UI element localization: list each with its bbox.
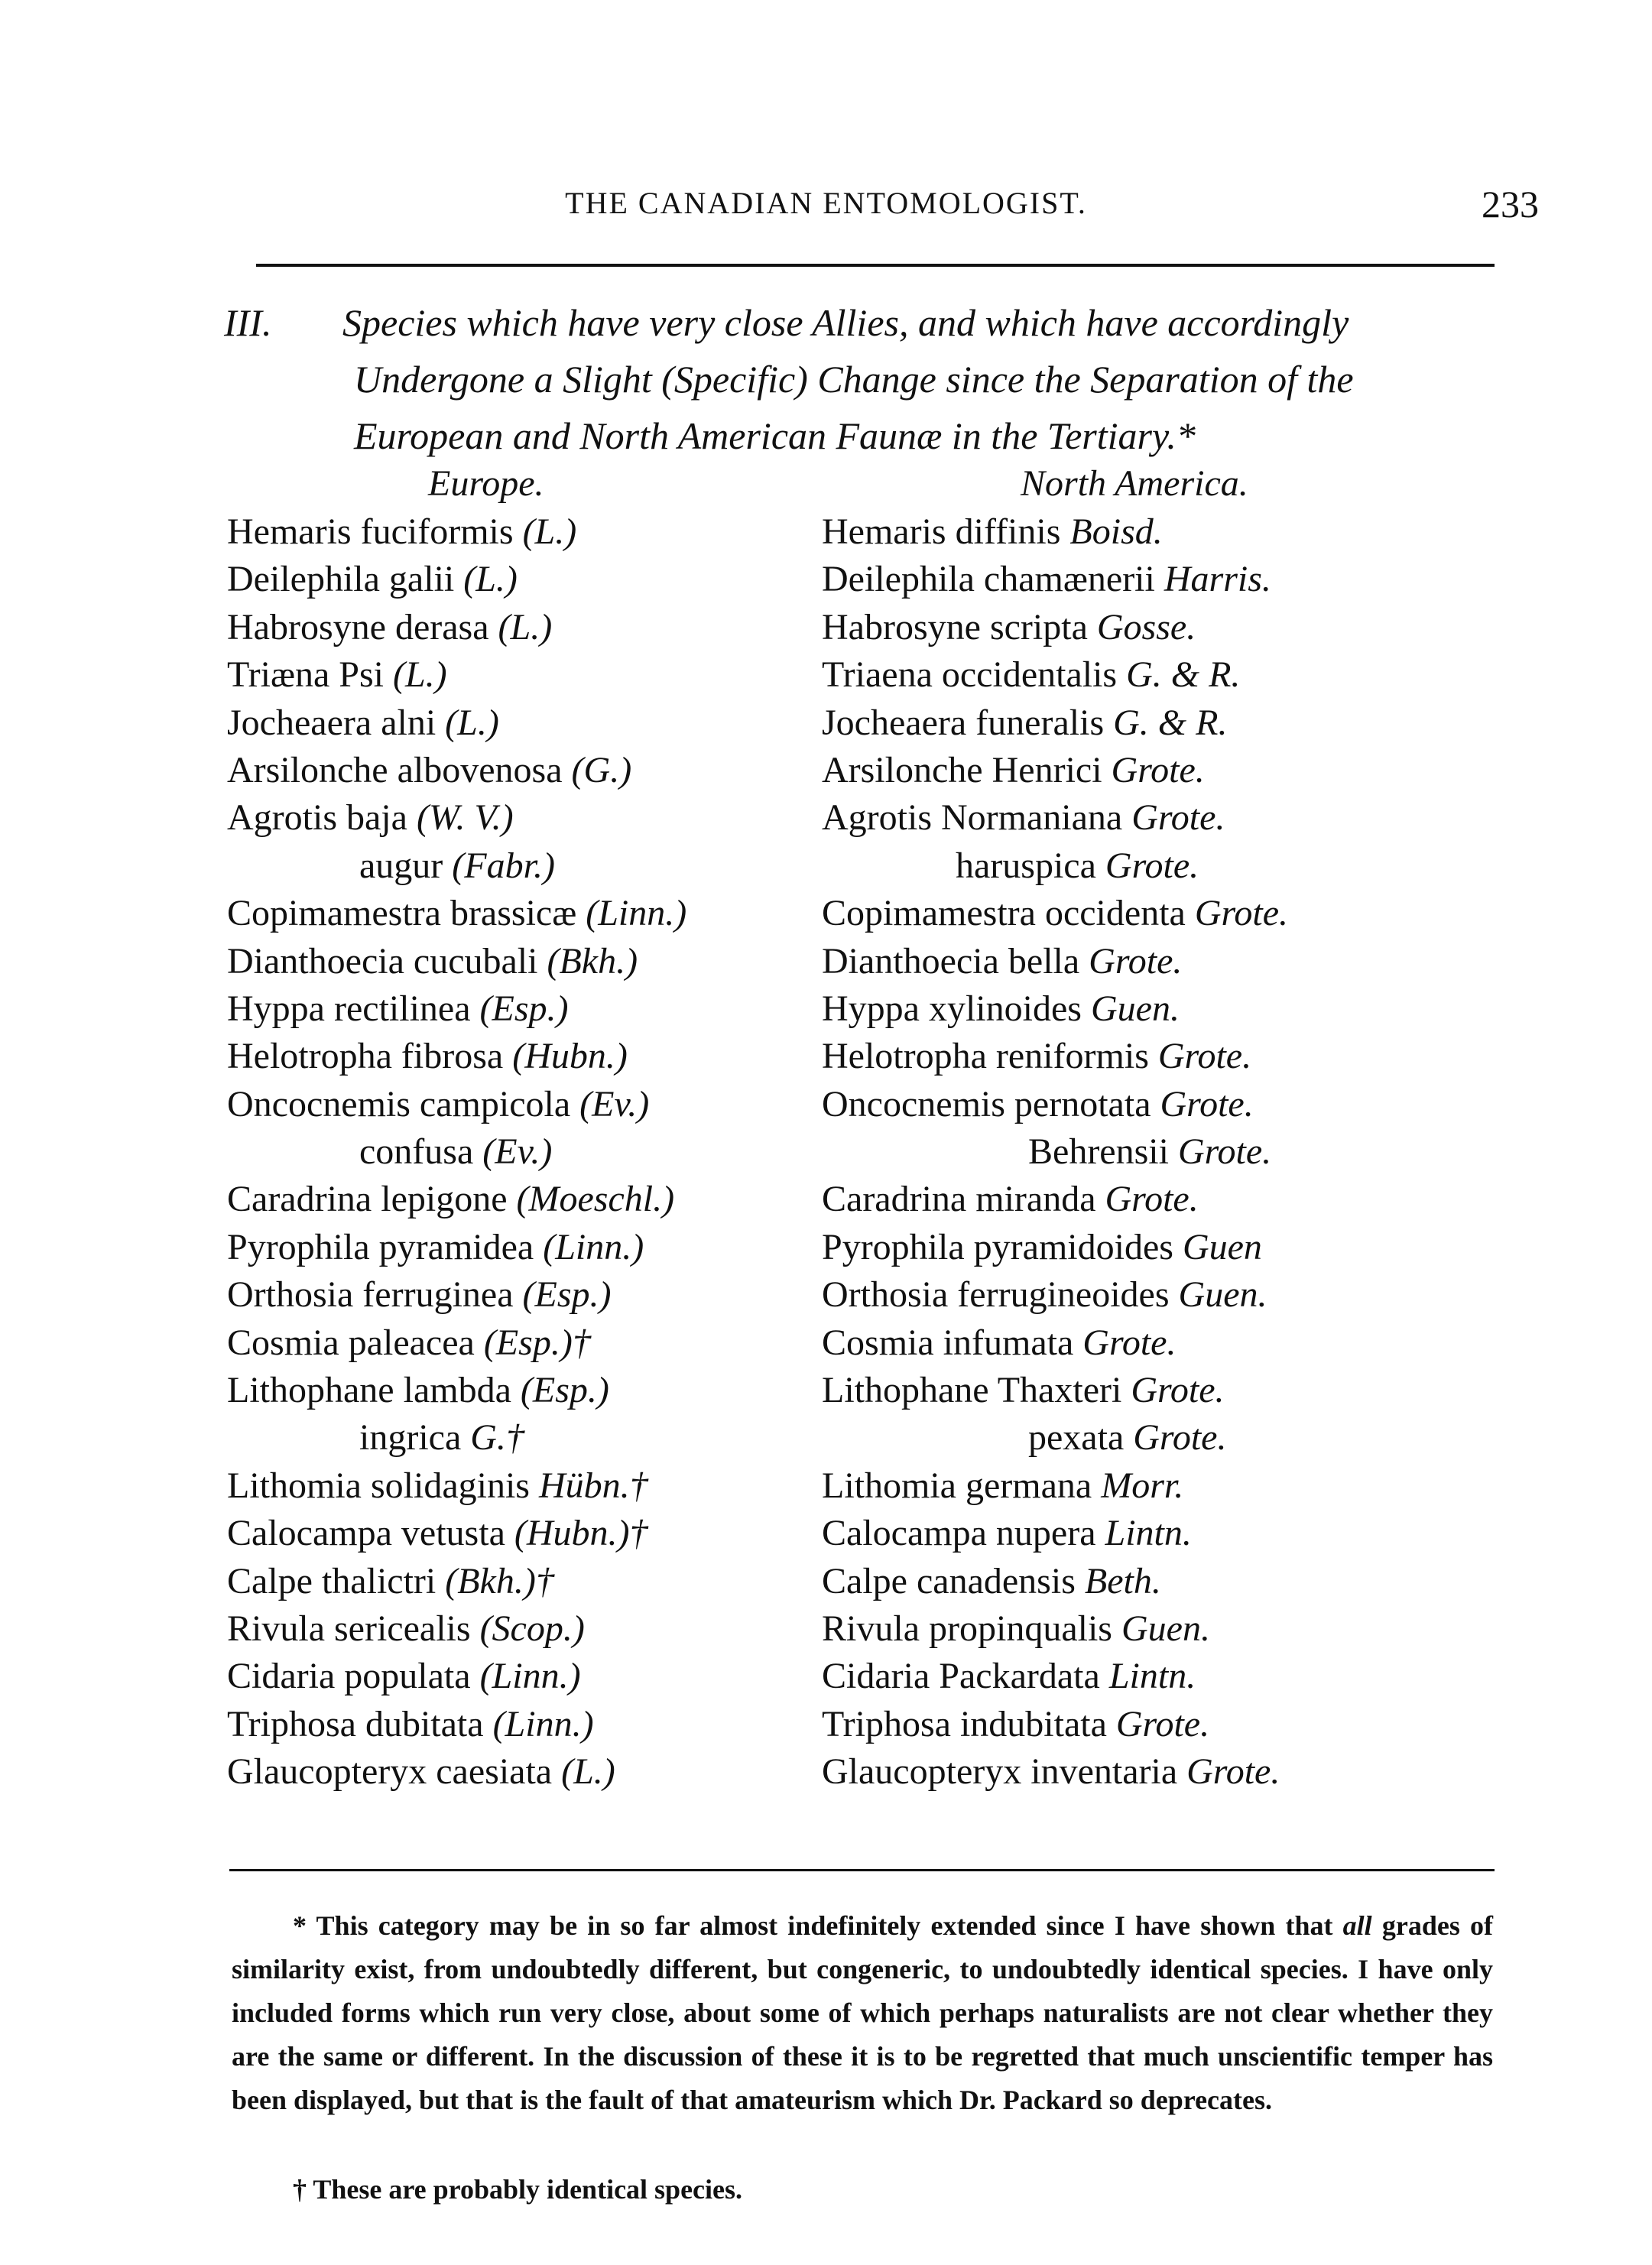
north-america-species-author: Harris. <box>1164 559 1271 600</box>
europe-species <box>227 699 499 747</box>
europe-species <box>227 1081 649 1128</box>
table-row <box>0 1319 1652 1367</box>
north-america-species-name: Calpe canadensis <box>822 1560 1076 1601</box>
table-row <box>0 1176 1652 1223</box>
north-america-species <box>822 1271 1267 1319</box>
north-america-species-name: haruspica <box>956 845 1096 886</box>
north-america-species <box>822 1605 1210 1653</box>
europe-species <box>227 1653 581 1700</box>
north-america-species-author: Grote. <box>1082 1322 1177 1363</box>
table-row <box>0 842 1652 890</box>
europe-species <box>359 842 555 890</box>
europe-species <box>227 1367 609 1414</box>
europe-species-author: (L.) <box>463 559 518 600</box>
europe-species-author: (Esp.)† <box>483 1322 591 1363</box>
north-america-species <box>822 1701 1209 1748</box>
europe-species-author: (Linn.) <box>479 1656 581 1697</box>
north-america-species-name: Deilephila chamænerii <box>822 559 1155 600</box>
north-america-species-author: Grote. <box>1160 1083 1254 1124</box>
column-heading-europe: Europe. <box>428 463 544 504</box>
north-america-species-author: Grote. <box>1105 1179 1199 1220</box>
table-row <box>0 604 1652 651</box>
north-america-species-name: Rivula propinqualis <box>822 1608 1112 1649</box>
europe-species-name: Triæna Psi <box>227 654 384 696</box>
north-america-species-name: Lithomia germana <box>822 1465 1092 1506</box>
europe-species-author: (L.) <box>445 702 499 743</box>
footnote-1-emphasis: all <box>1342 1910 1372 1941</box>
north-america-species-name: Helotropha reniformis <box>822 1036 1149 1077</box>
europe-species <box>227 1319 591 1367</box>
north-america-species <box>822 1367 1225 1414</box>
north-america-species-name: Cidaria Packardata <box>822 1656 1100 1697</box>
europe-species-author: G.† <box>470 1417 524 1459</box>
europe-species-name: Rivula sericealis <box>227 1608 471 1649</box>
table-row <box>0 938 1652 985</box>
heading-line-3: European and North American Faunæ in the Tertiary.* <box>354 414 1196 457</box>
table-row <box>0 1653 1652 1700</box>
table-row <box>0 508 1652 556</box>
north-america-species <box>822 1462 1183 1510</box>
europe-species <box>227 508 576 556</box>
table-row <box>0 1701 1652 1748</box>
europe-species-author: (Esp.) <box>520 1370 609 1411</box>
page-number: 233 <box>1482 183 1539 226</box>
europe-species-name: Calocampa vetusta <box>227 1513 505 1554</box>
europe-species-name: Pyrophila pyramidea <box>227 1226 534 1267</box>
europe-species <box>227 1510 648 1557</box>
north-america-species <box>1028 1414 1226 1462</box>
europe-species-author: (Hubn.) <box>512 1036 628 1077</box>
north-america-species <box>822 747 1205 794</box>
north-america-species-author: Grote. <box>1115 1703 1210 1744</box>
heading-line-2: Undergone a Slight (Specific) Change since the Separation of the <box>354 358 1354 401</box>
europe-species-author: (G.) <box>571 749 632 790</box>
north-america-species-name: Lithophane Thaxteri <box>822 1370 1122 1411</box>
europe-species-name: ingrica <box>359 1417 462 1459</box>
north-america-species-author: Gosse. <box>1096 606 1196 647</box>
footnote-1-text-a: * This category may be in so far almost indefinitely extended since I have shown that <box>293 1910 1343 1941</box>
north-america-species-name: Cosmia infumata <box>822 1322 1074 1363</box>
north-america-species-author: Grote. <box>1186 1751 1280 1793</box>
north-america-species-author: Grote. <box>1111 749 1205 790</box>
europe-species-author: (Moeschl.) <box>516 1179 675 1220</box>
europe-species-author: (W. V.) <box>416 797 514 839</box>
north-america-species-author: Guen <box>1182 1226 1262 1267</box>
footnote-1 <box>232 1904 1493 2122</box>
europe-species-author: (Scop.) <box>479 1608 585 1649</box>
table-row <box>0 794 1652 842</box>
europe-species-author: (L.) <box>392 654 447 696</box>
table-row <box>0 1414 1652 1462</box>
north-america-species-name: Calocampa nupera <box>822 1513 1096 1554</box>
section-numeral: III. <box>224 301 272 344</box>
north-america-species-name: Arsilonche Henrici <box>822 749 1102 790</box>
north-america-species-author: G. & R. <box>1113 702 1228 743</box>
europe-species-author: Hübn.† <box>538 1465 648 1506</box>
europe-species-name: Hyppa rectilinea <box>227 988 471 1029</box>
europe-species-name: Orthosia ferruginea <box>227 1274 514 1316</box>
table-row <box>0 1367 1652 1414</box>
north-america-species-author: Grote. <box>1157 1036 1252 1077</box>
north-america-species-author: Morr. <box>1101 1465 1184 1506</box>
north-america-species-name: Habrosyne scripta <box>822 606 1088 647</box>
table-row <box>0 1271 1652 1319</box>
europe-species <box>227 651 447 699</box>
section-heading <box>224 294 1508 464</box>
north-america-species <box>822 1224 1262 1271</box>
north-america-species-author: Grote. <box>1133 1417 1227 1459</box>
north-america-species-name: Triphosa indubitata <box>822 1703 1107 1744</box>
species-list <box>0 508 1652 1796</box>
north-america-species-name: Hemaris diffinis <box>822 511 1061 552</box>
europe-species-author: (Fabr.) <box>452 845 555 886</box>
europe-species <box>227 1224 644 1271</box>
north-america-species <box>822 604 1196 651</box>
europe-species <box>227 1558 554 1605</box>
europe-species-name: Helotropha fibrosa <box>227 1036 504 1077</box>
europe-species-author: (Ev.) <box>579 1083 650 1124</box>
europe-species-name: Calpe thalictri <box>227 1560 437 1601</box>
europe-species-name: Arsilonche albovenosa <box>227 749 563 790</box>
north-america-species-name: Triaena occidentalis <box>822 654 1118 696</box>
europe-species-name: Agrotis baja <box>227 797 407 839</box>
north-america-species-name: pexata <box>1028 1417 1125 1459</box>
north-america-species-name: Jocheaera funeralis <box>822 702 1105 743</box>
europe-species-name: Cosmia paleacea <box>227 1322 475 1363</box>
europe-species-name: Triphosa dubitata <box>227 1703 484 1744</box>
table-row <box>0 1462 1652 1510</box>
europe-species-name: Cidaria populata <box>227 1656 471 1697</box>
column-heading-north-america: North America. <box>1021 463 1248 504</box>
north-america-species <box>956 842 1199 890</box>
europe-species-name: Habrosyne derasa <box>227 606 489 647</box>
running-title: THE CANADIAN ENTOMOLOGIST. <box>565 186 1087 220</box>
table-row <box>0 747 1652 794</box>
europe-species-author: (Esp.) <box>479 988 569 1029</box>
table-row <box>0 651 1652 699</box>
footnote-2: † These are probably identical species. <box>293 2174 743 2205</box>
europe-species <box>227 890 686 937</box>
table-row <box>0 1081 1652 1128</box>
north-america-species <box>822 699 1227 747</box>
europe-species-name: Copimamestra brassicæ <box>227 893 577 934</box>
north-america-species <box>822 938 1182 985</box>
header-rule <box>256 264 1495 267</box>
europe-species-author: (L.) <box>561 1751 615 1793</box>
table-row <box>0 1033 1652 1080</box>
north-america-species <box>822 1033 1251 1080</box>
europe-species-name: Oncocnemis campicola <box>227 1083 571 1124</box>
table-row <box>0 1510 1652 1557</box>
north-america-species-author: Guen. <box>1121 1608 1210 1649</box>
north-america-species-author: Grote. <box>1105 845 1199 886</box>
europe-species <box>227 1701 594 1748</box>
north-america-species-author: Grote. <box>1131 797 1225 839</box>
europe-species <box>227 1271 611 1319</box>
europe-species-name: Glaucopteryx caesiata <box>227 1751 553 1793</box>
north-america-species <box>822 1558 1161 1605</box>
europe-species <box>227 985 568 1033</box>
north-america-species <box>822 1653 1196 1700</box>
north-america-species <box>822 556 1271 603</box>
table-row <box>0 1748 1652 1796</box>
europe-species-name: Hemaris fuciformis <box>227 511 514 552</box>
north-america-species-author: G. & R. <box>1126 654 1241 696</box>
north-america-species <box>822 1748 1280 1796</box>
europe-species-name: Deilephila galii <box>227 559 455 600</box>
heading-line-1: Species which have very close Allies, and which have accordingly <box>342 301 1349 344</box>
europe-species-name: Dianthoecia cucubali <box>227 940 538 982</box>
europe-species <box>227 1605 585 1653</box>
footnote-rule <box>229 1869 1495 1871</box>
europe-species-author: (Linn.) <box>586 893 687 934</box>
europe-species-author: (Bkh.) <box>547 940 638 982</box>
europe-species <box>227 556 518 603</box>
north-america-species <box>822 1081 1254 1128</box>
europe-species-author: (Bkh.)† <box>445 1560 554 1601</box>
europe-species-name: Caradrina lepigone <box>227 1179 508 1220</box>
north-america-species-author: Beth. <box>1084 1560 1161 1601</box>
north-america-species <box>822 1510 1192 1557</box>
north-america-species-name: Behrensii <box>1028 1131 1169 1173</box>
europe-species <box>359 1414 524 1462</box>
table-row <box>0 699 1652 747</box>
europe-species-author: (Esp.) <box>522 1274 612 1316</box>
europe-species-author: (Linn.) <box>543 1226 644 1267</box>
north-america-species <box>822 1176 1199 1223</box>
europe-species-author: (L.) <box>522 511 577 552</box>
north-america-species-name: Copimamestra occidenta <box>822 893 1186 934</box>
europe-species-name: Lithomia solidaginis <box>227 1465 530 1506</box>
north-america-species-author: Lintn. <box>1105 1513 1192 1554</box>
north-america-species-author: Grote. <box>1177 1131 1272 1173</box>
europe-species-name: augur <box>359 845 443 886</box>
table-row <box>0 556 1652 603</box>
europe-species-name: Lithophane lambda <box>227 1370 511 1411</box>
europe-species-author: (Hubn.)† <box>514 1513 648 1554</box>
europe-species <box>227 1462 648 1510</box>
north-america-species-author: Boisd. <box>1069 511 1163 552</box>
north-america-species-author: Lintn. <box>1108 1656 1196 1697</box>
table-row <box>0 1128 1652 1176</box>
north-america-species-name: Glaucopteryx inventaria <box>822 1751 1178 1793</box>
europe-species-name: Jocheaera alni <box>227 702 437 743</box>
europe-species-author: (Linn.) <box>492 1703 594 1744</box>
europe-species <box>227 604 552 651</box>
north-america-species-name: Caradrina miranda <box>822 1179 1096 1220</box>
north-america-species <box>822 1319 1176 1367</box>
table-row <box>0 1558 1652 1605</box>
north-america-species <box>1028 1128 1271 1176</box>
europe-species <box>227 1748 615 1796</box>
table-row <box>0 1224 1652 1271</box>
europe-species <box>227 747 631 794</box>
north-america-species-name: Pyrophila pyramidoides <box>822 1226 1173 1267</box>
europe-species <box>359 1128 552 1176</box>
north-america-species-author: Guen. <box>1178 1274 1267 1316</box>
north-america-species-name: Hyppa xylinoides <box>822 988 1082 1029</box>
north-america-species-author: Grote. <box>1089 940 1183 982</box>
europe-species <box>227 794 514 842</box>
north-america-species-name: Orthosia ferrugineoides <box>822 1274 1170 1316</box>
north-america-species <box>822 651 1240 699</box>
europe-species-name: confusa <box>359 1131 474 1173</box>
table-row <box>0 985 1652 1033</box>
north-america-species <box>822 508 1163 556</box>
europe-species <box>227 938 638 985</box>
north-america-species-name: Agrotis Normaniana <box>822 797 1123 839</box>
europe-species-author: (Ev.) <box>482 1131 553 1173</box>
table-row <box>0 1605 1652 1653</box>
north-america-species-author: Grote. <box>1194 893 1289 934</box>
north-america-species-name: Oncocnemis pernotata <box>822 1083 1151 1124</box>
north-america-species <box>822 794 1225 842</box>
europe-species-author: (L.) <box>498 606 553 647</box>
north-america-species-author: Guen. <box>1090 988 1180 1029</box>
europe-species <box>227 1033 628 1080</box>
footnote-1-text-b: grades of similarity exist, from undoubtedly different, but congeneric, to undoubtedly identical species. I have only included forms which run very close, about some of which perhaps naturalists are not clear whether they are the same or different. In the discussion of these it is to be regretted that much unscientific temper has been displayed, but that is the fault of that amateurism which Dr. Packard so deprecates. <box>232 1910 1494 2115</box>
north-america-species-author: Grote. <box>1131 1370 1225 1411</box>
north-america-species-name: Dianthoecia bella <box>822 940 1080 982</box>
north-america-species <box>822 890 1288 937</box>
north-america-species <box>822 985 1180 1033</box>
europe-species <box>227 1176 674 1223</box>
running-head <box>0 182 1652 228</box>
table-row <box>0 890 1652 937</box>
